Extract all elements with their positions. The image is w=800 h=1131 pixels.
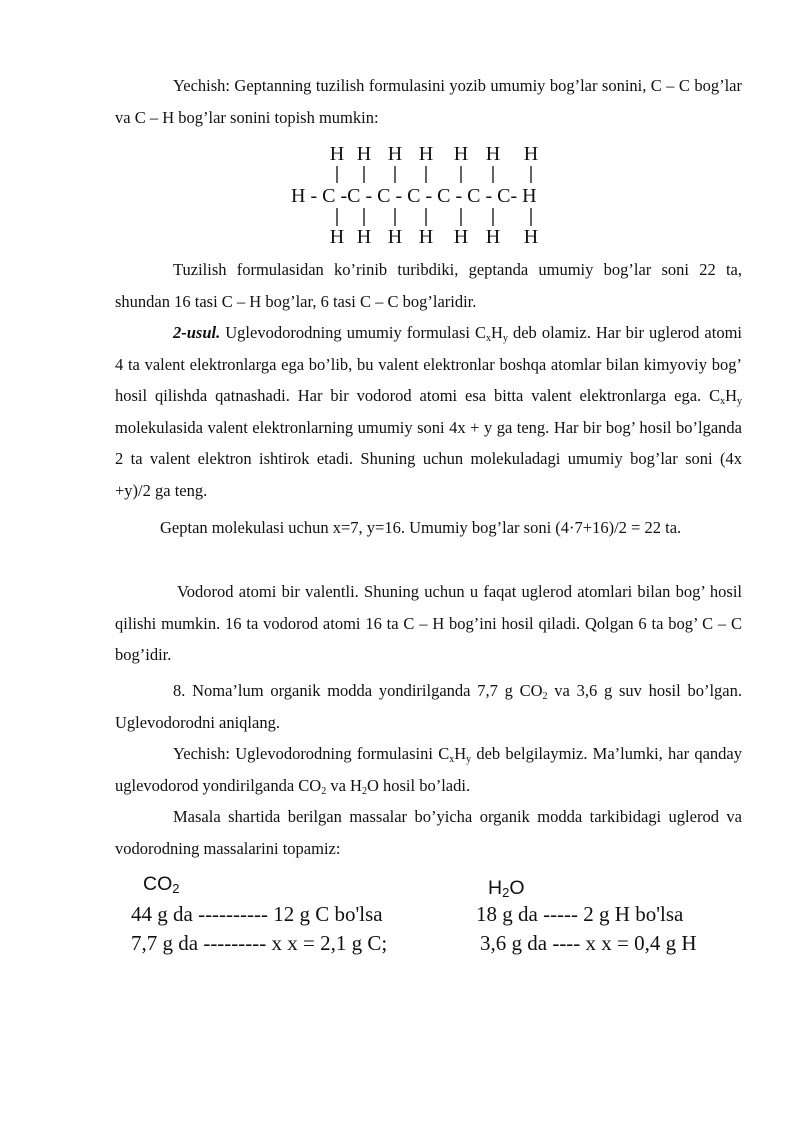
bottom-hydrogen: H <box>453 226 469 248</box>
top-hydrogen: H <box>485 143 501 165</box>
bottom-hydrogen: H <box>329 226 345 248</box>
text-run: H <box>454 744 467 763</box>
text-run: H <box>725 386 737 405</box>
bottom-hydrogen: H <box>523 226 539 248</box>
co2-calc-line-2: 7,7 g da --------- x x = 2,1 g C; <box>131 931 388 955</box>
paragraph-text: Yechish: Geptanning tuzilish formulasini yozib umumiy bog’lar sonini, C – C bog’lar va C – H bog’lar sonini topish mumkin: <box>115 76 742 127</box>
co2-calc-line-1: 44 g da ---------- 12 g C bo'lsa <box>131 902 383 926</box>
paragraph-text: Masala shartida berilgan massalar bo’yicha organik modda tarkibidagi uglerod va vodorodning massalarini topamiz: <box>115 807 742 858</box>
text-run: Uglevodorodning umumiy formulasi C <box>220 323 487 342</box>
subscript: x <box>486 333 492 344</box>
top-hydrogen: H <box>387 143 403 165</box>
subscript: y <box>737 396 742 407</box>
text-run: H <box>488 877 503 899</box>
h2o-calc-line-1: 18 g da ----- 2 g H bo'lsa <box>476 902 684 926</box>
top-hydrogen: H <box>418 143 434 165</box>
text-run: O hosil bo’ladi. <box>366 775 471 795</box>
formula-chain: H - C -C - C - C - C - C - C- H <box>291 185 537 207</box>
text-run: H <box>491 323 503 342</box>
text-run: va 3,6 g suv hosil bo’lgan. Uglevodorodni aniqlang. <box>115 681 742 732</box>
text-run: deb olamiz. Har bir uglerod atomi 4 ta valent elektronlarga ega bo’lib, bu valent elektronlar boshqa atomlar bilan kimyoviy bog’ hosil qilishda qatnashadi. Har bir vodorod atomi esa bitta valent elektronlarga ega. C <box>115 323 743 405</box>
subscript: x <box>720 396 726 407</box>
subscript: 2 <box>542 691 548 702</box>
paragraph-masses <box>115 801 742 864</box>
paragraph-formula-conclusion <box>115 254 742 317</box>
subscript: y <box>466 754 472 765</box>
subscript: 2 <box>502 885 510 900</box>
paragraph-problem-8-solution <box>115 738 742 801</box>
co2-header <box>143 872 179 896</box>
text-run: 8. Noma’lum organik modda yondirilganda 7,7 g CO <box>173 681 543 700</box>
paragraph-problem-8 <box>115 675 742 738</box>
text-run: va H <box>326 775 362 795</box>
top-hydrogen: H <box>453 143 469 165</box>
bottom-hydrogen: H <box>418 226 434 248</box>
subscript: 2 <box>321 785 327 797</box>
method-label: 2-usul. <box>173 323 221 342</box>
paragraph-method-2 <box>115 317 742 506</box>
h2o-calc-line-2: 3,6 g da ---- x x = 0,4 g H <box>480 931 697 955</box>
paragraph-solution-intro <box>115 70 742 133</box>
subscript: 2 <box>172 881 180 896</box>
bottom-hydrogen: H <box>387 226 403 248</box>
text-run: Yechish: Uglevodorodning formulasini C <box>173 744 450 763</box>
top-hydrogen: H <box>329 143 345 165</box>
top-hydrogen: H <box>523 143 539 165</box>
bottom-hydrogen: H <box>356 226 372 248</box>
text-run: molekulasida valent elektronlarning umumiy soni 4x + y ga teng. Har bir bog’ hosil bo’lganda 2 ta valent elektron ishtirok etadi. Shuning uchun molekuladagi umumiy bog’lar soni (4x +y)/2 ga teng. <box>115 417 742 500</box>
bottom-hydrogen: H <box>485 226 501 248</box>
subscript: y <box>502 333 508 344</box>
h2o-header <box>488 876 525 900</box>
paragraph-heptane-calc <box>115 512 742 544</box>
text-run: CO <box>143 873 173 895</box>
paragraph-text: Geptan molekulasi uchun x=7, y=16. Umumiy bog’lar soni (4·7+16)/2 = 22 ta. <box>160 518 682 537</box>
subscript: 2 <box>361 785 367 797</box>
heptane-structural-formula <box>285 140 585 250</box>
paragraph-text: Vodorod atomi bir valentli. Shuning uchun u faqat uglerod atomlari bilan bog’ hosil qilishi mumkin. 16 ta vodorod atomi 16 ta C – H bog’ini hosil qiladi. Qolgan 6 ta bog’ C – C bog’idir. <box>115 582 742 664</box>
text-run: deb belgilaymiz. Ma’lumki, har qanday uglevodorod yondirilganda CO <box>115 744 742 795</box>
text-run: O <box>509 877 525 899</box>
top-hydrogen: H <box>356 143 372 165</box>
formula-svg <box>285 140 585 250</box>
paragraph-text: Tuzilish formulasidan ko’rinib turibdiki, geptanda umumiy bog’lar soni 22 ta, shundan 16 tasi C – H bog’lar, 6 tasi C – C bog’laridir. <box>115 260 742 311</box>
paragraph-hydrogen-valence <box>115 576 742 671</box>
subscript: x <box>449 754 455 765</box>
